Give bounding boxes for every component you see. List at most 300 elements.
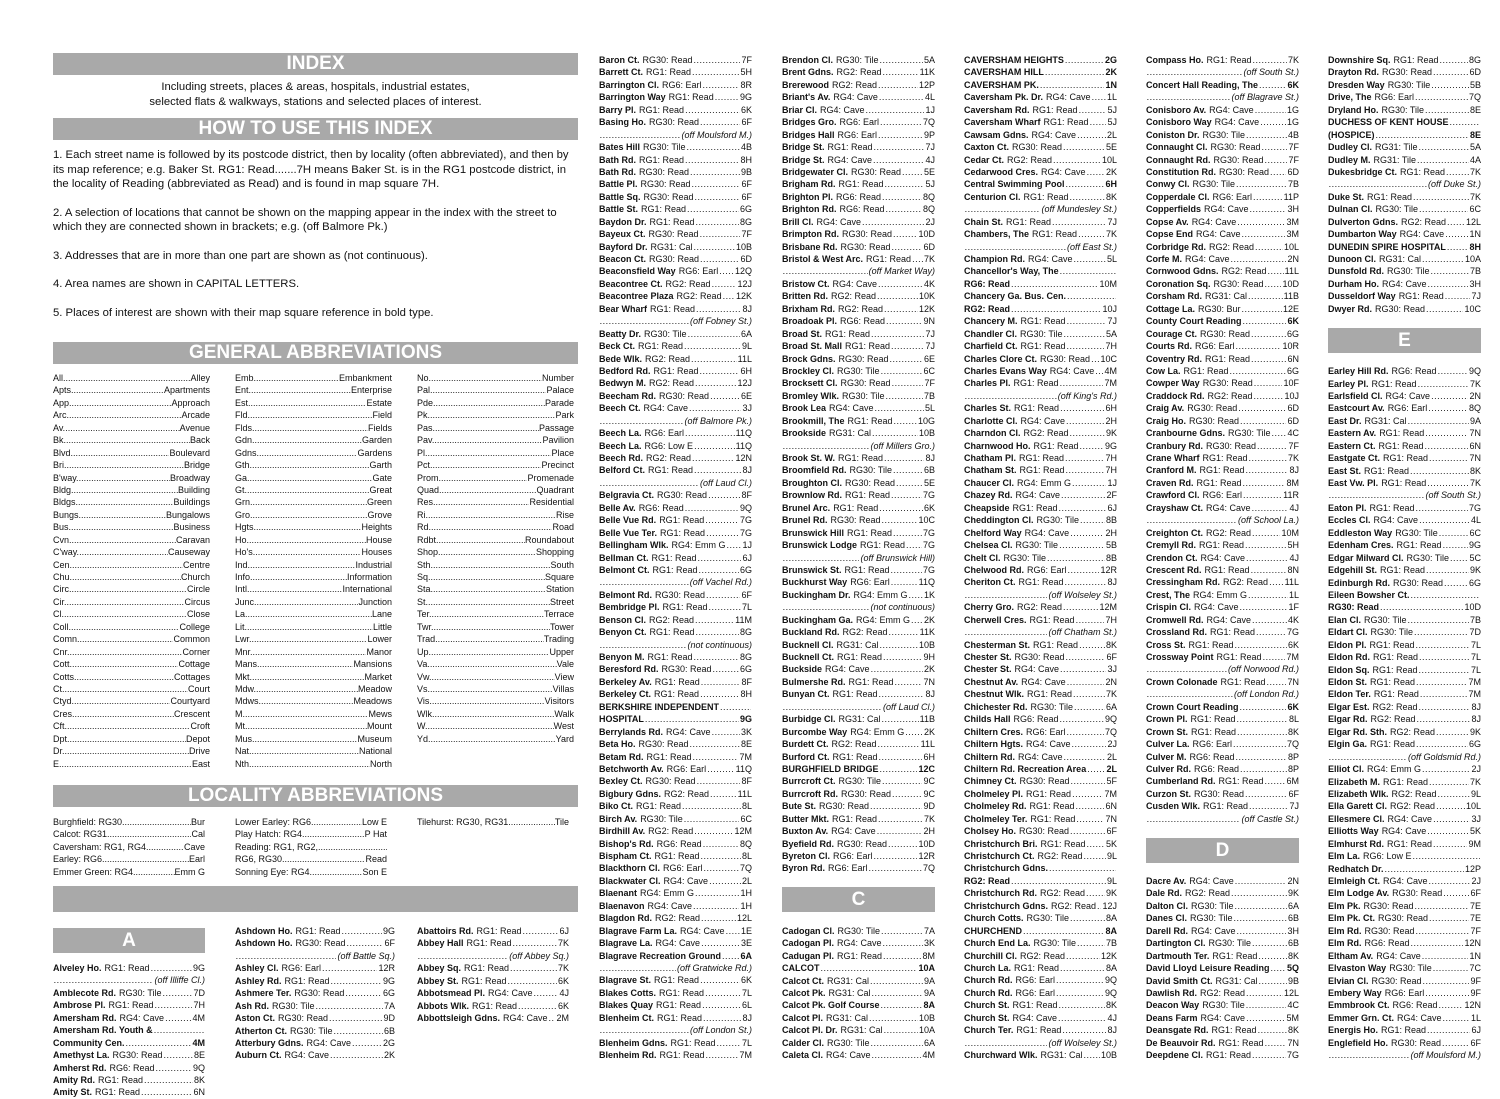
index-entry bbox=[782, 365, 935, 377]
entry-locality: RG6: Read bbox=[1364, 938, 1410, 949]
entry-name: Church Cotts. bbox=[964, 913, 1024, 924]
entry-name: Bute St. bbox=[782, 801, 817, 812]
entry-ref: 11Q bbox=[735, 763, 752, 774]
leader-dots bbox=[1422, 763, 1470, 775]
index-entry bbox=[1328, 452, 1481, 464]
index-entry bbox=[782, 850, 935, 862]
entry-locality: RG1: Read bbox=[1014, 403, 1060, 414]
leader-dots bbox=[600, 639, 686, 651]
index-entry bbox=[235, 1025, 395, 1037]
leader-dots bbox=[708, 489, 740, 501]
entry-name: Blaenavon bbox=[599, 900, 645, 911]
abbr-row bbox=[53, 422, 210, 434]
entry-name: Blagrave Recreation Ground bbox=[599, 950, 722, 961]
entry-name: Blagrave La. bbox=[599, 938, 653, 949]
index-entry bbox=[417, 925, 569, 937]
leader-dots bbox=[1077, 937, 1105, 949]
leader-dots bbox=[695, 614, 734, 626]
index-entry bbox=[417, 987, 569, 999]
entry-ref: 7K bbox=[1469, 776, 1481, 787]
entry-locality: RG1: Read bbox=[670, 1037, 716, 1048]
index-entry bbox=[599, 925, 752, 937]
index-entry bbox=[964, 875, 1117, 887]
index-entry bbox=[599, 862, 752, 874]
entry-name: Beatty Dr. bbox=[599, 328, 642, 339]
leader-dots bbox=[892, 788, 922, 800]
leader-dots bbox=[251, 397, 367, 409]
index-entry bbox=[782, 838, 935, 850]
index-entry bbox=[1146, 788, 1299, 800]
leader-dots bbox=[80, 633, 174, 645]
entry-name: Bunyan Ct. bbox=[782, 689, 830, 700]
entry-locality: RG2: Read bbox=[1020, 950, 1066, 961]
abbr-short: Cres. bbox=[53, 708, 75, 719]
index-entry bbox=[1328, 166, 1481, 178]
entry-locality: RG30: Read bbox=[638, 739, 689, 750]
leader-dots bbox=[1436, 726, 1469, 738]
leader-dots bbox=[709, 875, 741, 887]
entry-ref: 7K bbox=[923, 813, 935, 824]
abbr-row bbox=[53, 559, 210, 571]
index-entry bbox=[599, 875, 752, 887]
leader-dots bbox=[65, 683, 188, 695]
entry-name: Brownlow Rd. bbox=[782, 490, 842, 501]
index-entry bbox=[599, 751, 752, 763]
entry-ref: 2J bbox=[1107, 739, 1117, 750]
entry-locality: RG2: Read bbox=[1372, 701, 1418, 712]
leader-dots bbox=[1049, 862, 1116, 874]
abbr-short: Ga. bbox=[235, 472, 250, 483]
entry-locality: RG30: Tile bbox=[1003, 552, 1047, 563]
abbr-full: Approach bbox=[171, 397, 210, 408]
abbr-short: M. bbox=[235, 708, 245, 719]
entry-ref: 2K bbox=[923, 664, 935, 675]
leader-dots bbox=[1060, 265, 1116, 277]
entry-name: Brook Lea bbox=[782, 403, 827, 414]
leader-dots bbox=[1079, 639, 1105, 651]
leader-dots bbox=[79, 472, 170, 484]
leader-dots bbox=[893, 228, 917, 240]
entry-name: Cedarwood Cres. bbox=[964, 166, 1039, 177]
entry-ref: 5L bbox=[924, 403, 935, 414]
abbr-full: Precinct bbox=[541, 460, 574, 471]
locality-abbr-col bbox=[235, 816, 387, 878]
abbr-row bbox=[235, 484, 392, 496]
entry-name: Christchurch Ct. bbox=[964, 851, 1035, 861]
entry-ref: 2K bbox=[1105, 67, 1117, 78]
leader-dots bbox=[1380, 601, 1463, 613]
index-entry bbox=[1146, 887, 1299, 899]
entry-name: Eldon Sq. bbox=[1328, 664, 1370, 675]
entry-locality: RG4: Cave bbox=[1214, 117, 1260, 128]
entry-ref: 8J bbox=[1471, 714, 1481, 725]
entry-ref: 5H bbox=[740, 67, 752, 78]
index-entry bbox=[1146, 763, 1299, 775]
entry-name: Eastgate Ct. bbox=[1328, 453, 1381, 464]
leader-dots bbox=[508, 816, 555, 828]
abbr-row bbox=[235, 509, 392, 521]
index-entry bbox=[782, 825, 935, 837]
abbr-short: Gdn. bbox=[235, 435, 255, 446]
entry-locality: RG4: Cave bbox=[1397, 1012, 1442, 1023]
entry-name: Craig Ho. bbox=[1146, 415, 1187, 426]
entry-name: Barrington Way bbox=[599, 92, 666, 103]
entry-locality: RG2: Read bbox=[649, 614, 695, 625]
abbr-row bbox=[53, 816, 205, 828]
entry-locality: RG6: Earl bbox=[1026, 726, 1066, 737]
entry-ref: 9C bbox=[923, 776, 935, 787]
entry-locality: RG30: Read bbox=[1213, 278, 1264, 289]
index-entry bbox=[1328, 216, 1481, 228]
entry-ref: 8J bbox=[742, 465, 752, 476]
index-entry bbox=[599, 328, 752, 340]
index-entry bbox=[1146, 54, 1299, 66]
index-column bbox=[1146, 54, 1299, 1060]
entry-locality: RG1: Read bbox=[1204, 564, 1250, 575]
entry-name: Caversham Wharf bbox=[964, 117, 1041, 128]
abbr-row bbox=[417, 534, 574, 546]
entry-name: Eldon Ter. bbox=[1328, 689, 1371, 700]
entry-ref: 6G bbox=[382, 988, 395, 999]
index-entry bbox=[235, 962, 395, 974]
entry-ref: 5Q bbox=[1286, 963, 1299, 974]
leader-dots bbox=[685, 427, 735, 439]
entry-name: Bath Rd. bbox=[599, 154, 636, 165]
index-entry bbox=[1328, 626, 1481, 638]
index-entry bbox=[599, 900, 752, 912]
leader-dots bbox=[1066, 651, 1106, 663]
note-text: (off South St.) bbox=[1425, 490, 1481, 501]
abbr-full: National bbox=[358, 746, 392, 757]
leader-dots bbox=[906, 539, 922, 551]
index-entry bbox=[782, 452, 935, 464]
entry-name: Edinburgh Rd. bbox=[1328, 577, 1390, 588]
leader-dots bbox=[696, 626, 739, 638]
entry-locality: RG4: Cave bbox=[1206, 614, 1252, 625]
entry-ref: 6K bbox=[1287, 316, 1299, 327]
intro-line: selected flats & walkways, stations and selected places of interest. bbox=[149, 95, 482, 108]
entry-ref: 8J bbox=[742, 303, 752, 314]
index-entry bbox=[599, 651, 752, 663]
leader-dots bbox=[1070, 912, 1105, 924]
index-note bbox=[964, 589, 1117, 601]
abbr-full: Earl bbox=[188, 854, 205, 865]
entry-locality: RG31: Cal bbox=[650, 241, 693, 252]
entry-ref: 7M bbox=[1104, 788, 1117, 799]
entry-ref: 6E bbox=[923, 353, 935, 364]
leader-dots bbox=[1408, 415, 1469, 427]
abbr-full: Crescent bbox=[173, 708, 210, 719]
index-entry bbox=[1146, 328, 1299, 340]
index-entry bbox=[1328, 825, 1481, 837]
leader-dots bbox=[713, 663, 739, 675]
entry-locality: RG30: Read bbox=[661, 664, 712, 675]
entry-name: Betam Rd. bbox=[599, 751, 644, 762]
entry-name: Cromwell Rd. bbox=[1146, 614, 1204, 625]
leader-dots bbox=[1243, 489, 1282, 501]
leader-dots bbox=[1428, 278, 1469, 290]
entry-locality: RG4: Cave bbox=[1200, 552, 1246, 563]
entry-ref: 6G bbox=[739, 564, 752, 575]
leader-dots bbox=[1040, 79, 1105, 91]
entry-ref: 11L bbox=[920, 739, 935, 750]
entry-locality: RG2: Read bbox=[842, 627, 888, 638]
index-entry bbox=[599, 1037, 752, 1049]
abbr-full: Station bbox=[545, 584, 574, 595]
leader-dots bbox=[64, 608, 187, 620]
leader-dots bbox=[685, 502, 739, 514]
entry-ref: 8K bbox=[1287, 1025, 1299, 1036]
entry-ref: 12N bbox=[1464, 1000, 1481, 1011]
entry-locality: RG1: Read bbox=[827, 142, 873, 153]
entry-name: Belford Ct. bbox=[599, 465, 645, 476]
leader-dots bbox=[247, 621, 373, 633]
entry-locality: RG4: Cave bbox=[647, 900, 693, 911]
general-abbr-col bbox=[53, 372, 210, 770]
leader-dots bbox=[1257, 440, 1287, 452]
index-note bbox=[1146, 514, 1299, 526]
entry-name: Chancery M. bbox=[964, 316, 1018, 327]
index-entry bbox=[1328, 141, 1481, 153]
index-entry bbox=[53, 999, 205, 1011]
leader-dots bbox=[880, 116, 922, 128]
leader-dots bbox=[1422, 950, 1469, 962]
entry-locality: RG2: Read bbox=[1037, 851, 1083, 861]
entry-locality: RG6: Earl bbox=[839, 117, 880, 128]
entry-locality: RG4: Cave bbox=[1031, 129, 1077, 140]
entry-locality: RG30: Tile bbox=[1036, 515, 1080, 526]
entry-name: Bispham Ct. bbox=[599, 851, 652, 861]
abbr-short: Av. bbox=[53, 422, 66, 433]
entry-locality: RG30: Read bbox=[840, 241, 891, 252]
index-entry bbox=[964, 937, 1117, 949]
index-entry bbox=[599, 838, 752, 850]
index-entry bbox=[964, 489, 1117, 501]
entry-ref: 12P bbox=[918, 79, 935, 90]
index-entry bbox=[1146, 427, 1299, 439]
entry-locality: RG1: Read bbox=[466, 938, 512, 949]
leader-dots bbox=[1059, 539, 1105, 551]
entry-name: Charles Clore Ct. bbox=[964, 353, 1038, 364]
leader-dots bbox=[694, 241, 735, 253]
index-entry bbox=[599, 825, 752, 837]
index-entry bbox=[1328, 738, 1481, 750]
leader-dots bbox=[1147, 813, 1240, 825]
entry-locality: RG1: Read bbox=[1371, 378, 1417, 389]
leader-dots bbox=[1080, 514, 1105, 526]
leader-dots bbox=[1066, 464, 1105, 476]
entry-name: Earlsfield Cl. bbox=[1328, 390, 1383, 401]
entry-name: Elliotts Way bbox=[1328, 826, 1379, 837]
entry-name: Amersham Rd. bbox=[53, 1012, 117, 1023]
entry-locality: RG1: Read bbox=[1012, 1000, 1058, 1011]
leader-dots bbox=[1427, 1024, 1470, 1036]
leader-dots bbox=[1235, 875, 1287, 887]
entry-name: Earley Pl. bbox=[1328, 378, 1369, 389]
entry-locality: RG1: Read bbox=[1199, 465, 1245, 476]
entry-name: Buckside bbox=[782, 664, 823, 675]
leader-dots bbox=[1078, 228, 1105, 240]
entry-name: Redhatch Dr. bbox=[1328, 863, 1384, 874]
index-entry bbox=[964, 66, 1117, 78]
leader-dots bbox=[1251, 328, 1286, 340]
abbr-short: Ind. bbox=[235, 559, 251, 570]
index-entry bbox=[599, 763, 752, 775]
entry-locality: RG2: Read bbox=[1007, 154, 1053, 165]
entry-locality: RG1: Read bbox=[464, 963, 510, 974]
entry-ref: 7N bbox=[923, 676, 935, 687]
entry-ref: 4K bbox=[923, 278, 935, 289]
index-entry bbox=[1146, 402, 1299, 414]
abbr-row bbox=[417, 720, 574, 732]
index-entry bbox=[1146, 651, 1299, 663]
leader-dots bbox=[870, 975, 923, 987]
index-entry bbox=[1328, 651, 1481, 663]
entry-name: Brunswick Lodge bbox=[782, 540, 858, 551]
entry-locality: RG1: Read bbox=[1196, 477, 1242, 488]
index-entry bbox=[964, 987, 1117, 999]
index-entry bbox=[1146, 129, 1299, 141]
entry-locality: RG4: Cave bbox=[816, 216, 862, 227]
leader-dots bbox=[701, 912, 736, 924]
index-entry bbox=[1146, 278, 1299, 290]
leader-dots bbox=[1248, 290, 1283, 302]
leader-dots bbox=[418, 950, 508, 962]
abbr-row bbox=[53, 866, 205, 878]
entry-locality: RG4: Cave bbox=[1387, 813, 1433, 824]
entry-locality: RG4: Cave bbox=[1209, 104, 1254, 115]
leader-dots bbox=[1072, 477, 1106, 489]
index-entry bbox=[782, 166, 935, 178]
entry-name: Churchill Cl. bbox=[964, 950, 1018, 961]
leader-dots bbox=[69, 409, 181, 421]
entry-name: Deansgate Rd. bbox=[1146, 1025, 1209, 1036]
abbr-short: Cen. bbox=[53, 559, 73, 570]
index-entry bbox=[964, 477, 1117, 489]
entry-name: Caversham Rd. bbox=[964, 104, 1030, 115]
index-entry bbox=[1146, 1012, 1299, 1024]
note-text: (off East St.) bbox=[1066, 241, 1117, 252]
abbr-row bbox=[235, 633, 392, 645]
note-text: (off King's Rd.) bbox=[1057, 390, 1117, 401]
index-entry bbox=[599, 166, 752, 178]
entry-name: Dunsfold Rd. bbox=[1328, 266, 1384, 277]
leader-dots bbox=[684, 340, 741, 352]
abbr-short: Vw. bbox=[417, 671, 432, 682]
entry-locality: RG1: Read bbox=[1380, 565, 1426, 576]
abbr-row bbox=[235, 816, 387, 828]
abbr-row bbox=[235, 745, 392, 757]
index-entry bbox=[1146, 950, 1299, 962]
entry-name: Crown Court Reading bbox=[1146, 701, 1239, 712]
entry-ref: 10D bbox=[918, 229, 935, 240]
entry-ref: 3K bbox=[923, 938, 935, 949]
abbr-row bbox=[417, 633, 574, 645]
index-entry bbox=[599, 788, 752, 800]
entry-name: Blenheim Ct. bbox=[599, 1012, 655, 1023]
entry-locality: RG1: Read bbox=[838, 453, 884, 463]
leader-dots bbox=[1258, 1024, 1287, 1036]
leader-dots bbox=[253, 571, 347, 583]
entry-ref: 10L bbox=[1465, 801, 1481, 812]
entry-locality: RG30: Read bbox=[659, 390, 710, 401]
entry-ref: 12M bbox=[1099, 602, 1117, 613]
leader-dots bbox=[1416, 639, 1470, 651]
entry-name: Chancery Ga. Bus. Cen. bbox=[964, 291, 1067, 302]
index-entry bbox=[599, 203, 752, 215]
leader-dots bbox=[783, 701, 882, 713]
abbr-row bbox=[417, 695, 574, 707]
entry-locality: RG30: Read bbox=[845, 477, 896, 488]
entry-name: Eldon Pl. bbox=[1328, 639, 1367, 650]
entry-locality: RG30: Tile bbox=[849, 465, 893, 476]
entry-ref: 6H bbox=[1105, 179, 1117, 190]
entry-locality: RG1: Read bbox=[1379, 428, 1425, 439]
entry-name: (HOSPICE) bbox=[1328, 129, 1375, 140]
entry-locality: RG4: Cave bbox=[1012, 1012, 1058, 1023]
index-entry bbox=[235, 1000, 395, 1012]
index-title: INDEX bbox=[286, 53, 345, 74]
spacer bbox=[1146, 825, 1299, 837]
index-entry bbox=[599, 887, 752, 899]
entry-name: Cowper Way bbox=[1146, 378, 1200, 389]
leader-dots bbox=[256, 372, 339, 384]
entry-name: Burbidge Cl. bbox=[782, 714, 836, 725]
abbr-full: Causeway bbox=[167, 547, 210, 558]
entry-ref: 10M bbox=[1281, 527, 1299, 538]
abbr-full: Information bbox=[346, 572, 392, 582]
index-entry bbox=[599, 663, 752, 675]
note-text: (off Duke St.) bbox=[1427, 179, 1481, 190]
leader-dots bbox=[1070, 825, 1105, 837]
index-entry bbox=[964, 464, 1117, 476]
entry-locality: RG4: Cave bbox=[820, 104, 865, 115]
entry-name: Brill Cl. bbox=[782, 216, 814, 227]
leader-dots bbox=[1147, 91, 1230, 103]
leader-dots bbox=[869, 862, 922, 874]
entry-locality: RG30: Read bbox=[657, 490, 708, 501]
index-entry bbox=[1328, 1024, 1481, 1036]
entry-locality: RG30: Tile bbox=[1208, 938, 1252, 949]
index-entry bbox=[1146, 527, 1299, 539]
entry-name: Belmont Rd. bbox=[599, 589, 652, 600]
index-entry bbox=[1328, 241, 1481, 253]
index-entry bbox=[964, 800, 1117, 812]
index-entry bbox=[964, 862, 1117, 874]
index-entry bbox=[599, 813, 752, 825]
entry-ref: 7E bbox=[1469, 900, 1481, 911]
index-entry bbox=[782, 1049, 935, 1060]
leader-dots bbox=[141, 1086, 192, 1098]
entry-name: Chichester Rd. bbox=[964, 701, 1028, 712]
index-note bbox=[1146, 813, 1299, 825]
entry-name: Calder Cl. bbox=[782, 1037, 825, 1048]
leader-dots bbox=[1445, 290, 1471, 302]
index-entry bbox=[964, 1024, 1117, 1036]
leader-dots bbox=[122, 816, 191, 828]
abbr-full: Emm G bbox=[174, 866, 205, 877]
entry-ref: 8Q bbox=[922, 204, 935, 215]
index-entry bbox=[1328, 79, 1481, 91]
index-entry bbox=[1328, 303, 1481, 315]
entry-ref: 9Q bbox=[1468, 366, 1481, 377]
abbr-full: Terrace bbox=[543, 609, 574, 620]
abbr-row bbox=[417, 409, 574, 421]
leader-dots bbox=[1252, 614, 1287, 626]
leader-dots bbox=[1087, 166, 1105, 178]
entry-ref: 6N bbox=[1287, 353, 1299, 364]
abbr-row bbox=[53, 397, 210, 409]
